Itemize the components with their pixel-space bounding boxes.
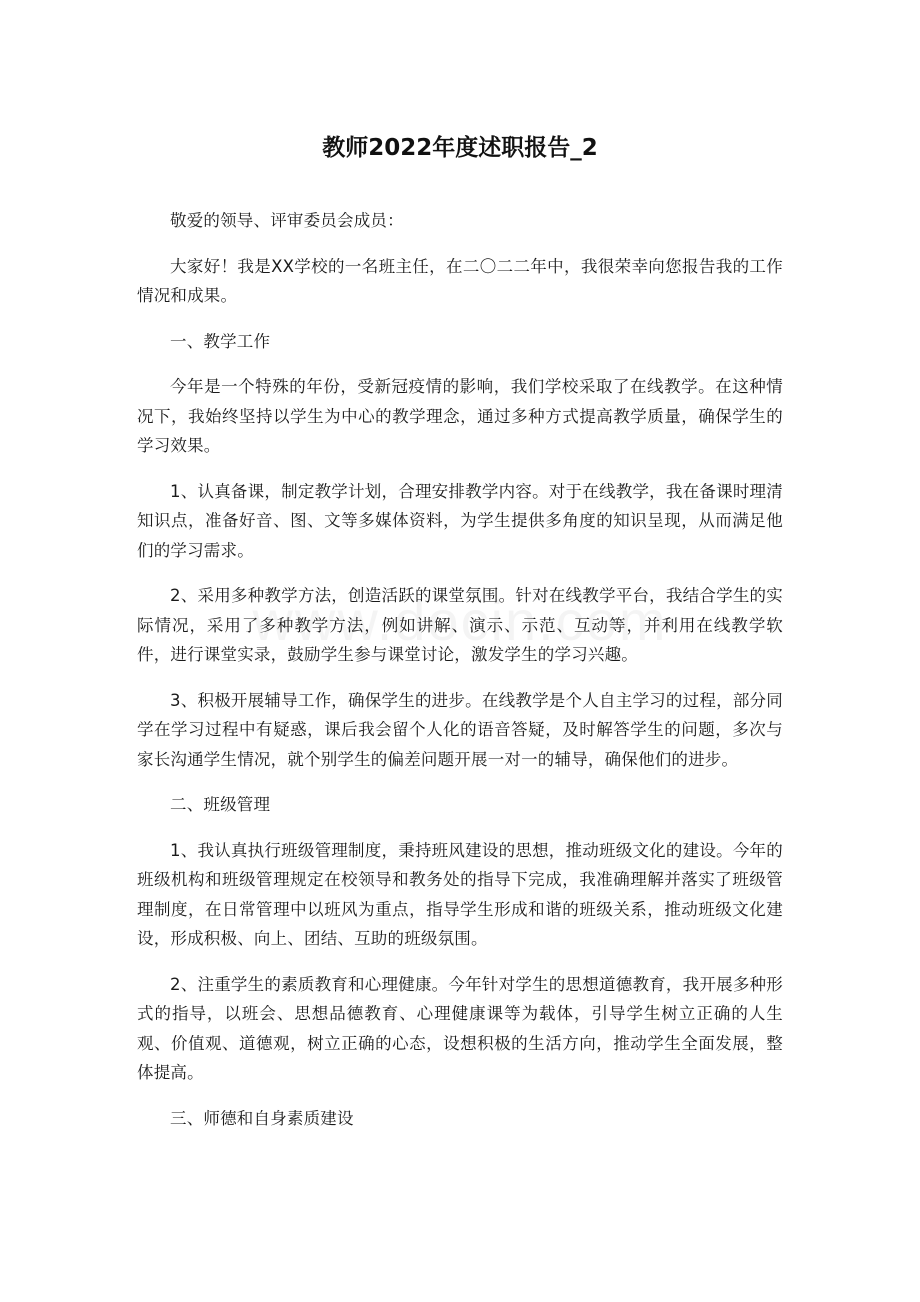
document-title: 教师2022年度述职报告_2 <box>322 135 598 161</box>
intro-paragraph: 大家好！我是XX学校的一名班主任，在二〇二二年中，我很荣幸向您报告我的工作情况和成果。 <box>137 256 783 305</box>
section-heading-class-management: 二、班级管理 <box>170 795 271 814</box>
class-management-item-1: 1、我认真执行班级管理制度，秉持班风建设的思想，推动班级文化的建设。今年的班级机构和班级管理规定在校领导和教务处的指导下完成，我准确理解并落实了班级管理制度，在日常管理中以班风为重点，指导学生形成和谐的班级关系，推动班级文化建设，形成积极、向上、团结、互助的班级氛围。 <box>137 840 783 948</box>
teaching-overview-paragraph: 今年是一个特殊的年份，受新冠疫情的影响，我们学校采取了在线教学。在这种情况下，我始终坚持以学生为中心的教学理念，通过多种方式提高教学质量，确保学生的学习效果。 <box>137 377 783 455</box>
teaching-item-2: 2、采用多种教学方法，创造活跃的课堂氛围。针对在线教学平台，我结合学生的实际情况，采用了多种教学方法，例如讲解、演示、示范、互动等，并利用在线教学软件，进行课堂实录，鼓励学生参与课堂讨论，激发学生的学习兴趣。 <box>137 586 783 664</box>
section-heading-ethics: 三、师德和自身素质建设 <box>170 1108 354 1128</box>
teaching-item-3: 3、积极开展辅导工作，确保学生的进步。在线教学是个人自主学习的过程，部分同学在学习过程中有疑惑，课后我会留个人化的语音答疑，及时解答学生的问题，多次与家长沟通学生情况，就个别学生的偏差问题开展一对一的辅导，确保他们的进步。 <box>137 690 783 769</box>
section-heading-teaching: 一、教学工作 <box>170 331 271 351</box>
salutation: 敬爱的领导、评审委员会成员： <box>170 211 404 230</box>
class-management-item-2: 2、注重学生的素质教育和心理健康。今年针对学生的思想道德教育，我开展多种形式的指导，以班会、思想品德教育、心理健康课等为载体，引导学生树立正确的人生观、价值观、道德观，树立正确的心态，设想积极的生活方向，推动学生全面发展，整体提高。 <box>137 974 783 1082</box>
teaching-item-1: 1、认真备课，制定教学计划，合理安排教学内容。对于在线教学，我在备课时理清知识点，准备好音、图、文等多媒体资料，为学生提供多角度的知识呈现，从而满足他们的学习需求。 <box>137 481 783 560</box>
